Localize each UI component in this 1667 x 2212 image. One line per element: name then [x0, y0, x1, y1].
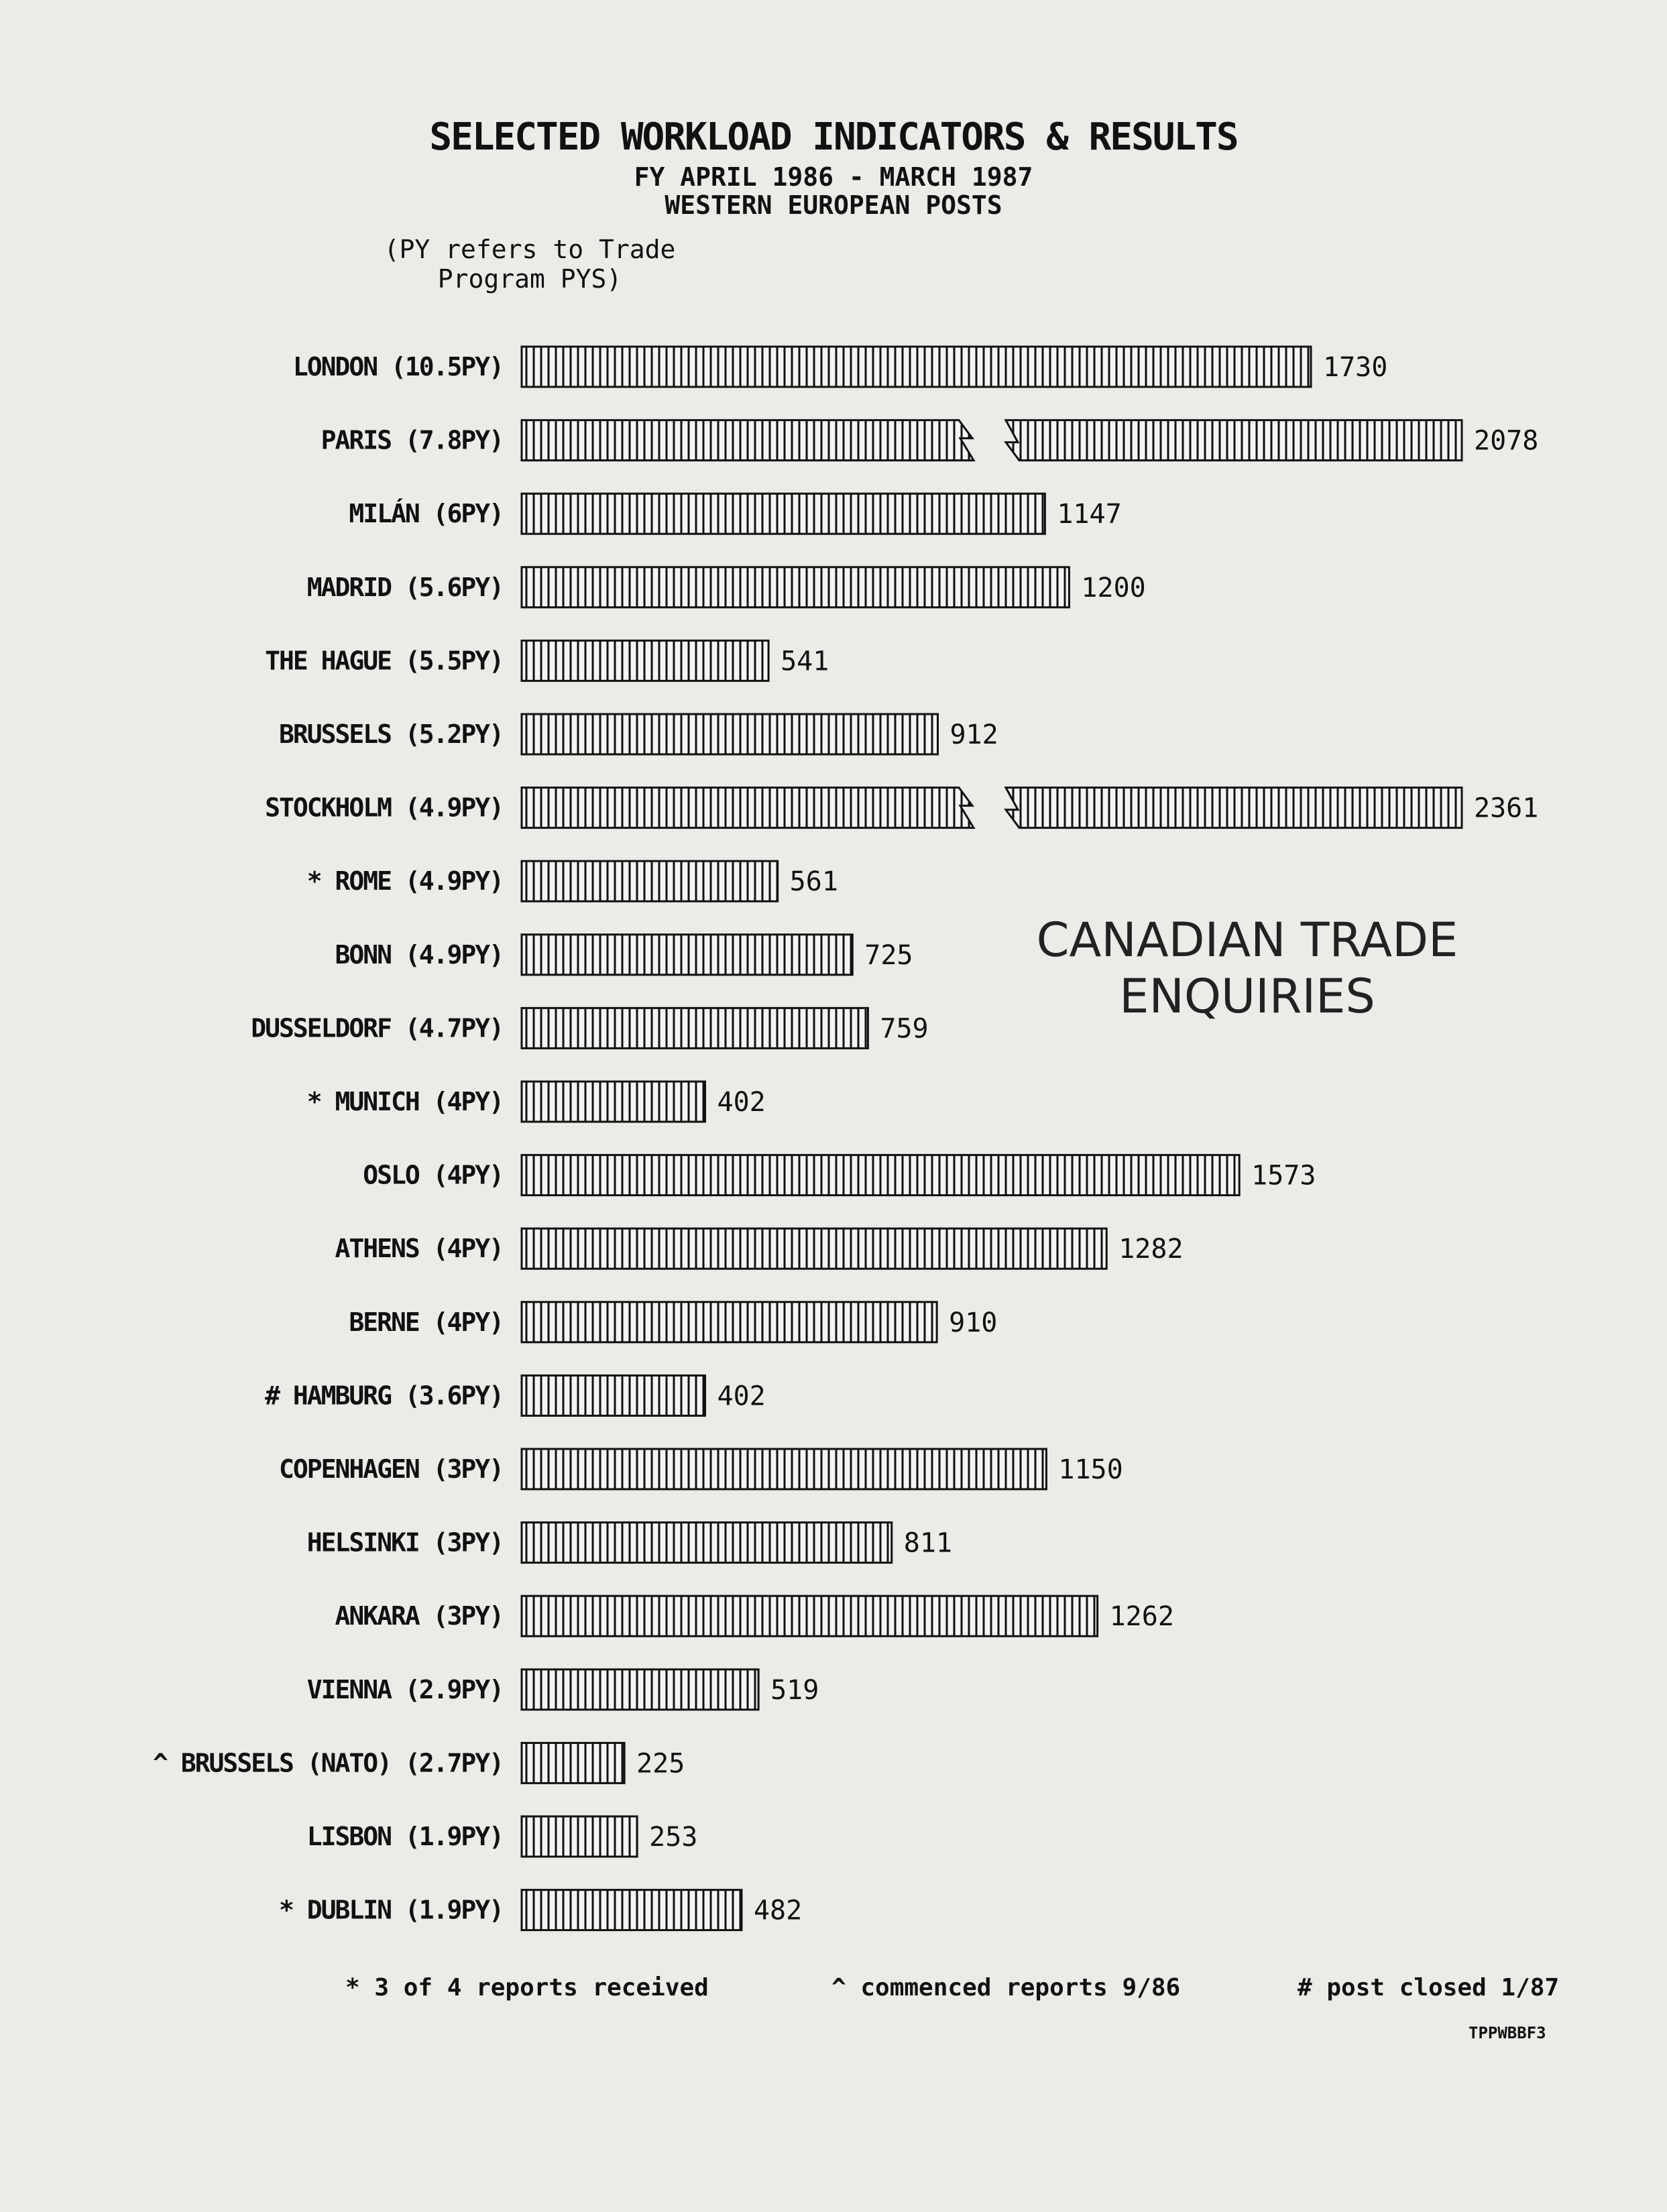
data-label: 1150	[1058, 1454, 1123, 1485]
bar	[522, 493, 1045, 534]
category-label: LISBON (1.9PY)	[306, 1822, 503, 1851]
bar	[522, 347, 1311, 387]
category-label: ^ BRUSSELS (NATO) (2.7PY)	[153, 1748, 503, 1778]
data-label: 1147	[1057, 499, 1122, 530]
data-label: 561	[789, 866, 838, 898]
bar	[522, 640, 768, 681]
category-label: HELSINKI (3PY)	[306, 1527, 503, 1558]
bar	[522, 1890, 742, 1930]
annotation-line-1: CANADIAN TRADE	[1036, 913, 1458, 968]
category-label: PARIS (7.8PY)	[321, 425, 503, 455]
category-label: ANKARA (3PY)	[335, 1601, 503, 1631]
bar-segment	[522, 420, 974, 461]
data-label: 402	[717, 1381, 766, 1412]
chart-title: SELECTED WORKLOAD INDICATORS & RESULTS	[429, 115, 1238, 159]
bar	[522, 1302, 937, 1342]
category-label: MADRID (5.6PY)	[306, 572, 503, 602]
data-label: 759	[880, 1013, 929, 1045]
category-label: * ROME (4.9PY)	[306, 866, 503, 896]
bar	[522, 1008, 868, 1048]
data-label: 725	[864, 939, 913, 971]
chart-subtitle-2: WESTERN EUROPEAN POSTS	[665, 190, 1002, 220]
data-label: 225	[636, 1748, 685, 1780]
bar	[522, 1449, 1046, 1489]
category-label: * MUNICH (4PY)	[306, 1087, 503, 1116]
bar	[522, 1523, 892, 1563]
data-label: 912	[950, 719, 998, 750]
annotation-text	[992, 912, 1502, 1025]
data-label: 811	[903, 1527, 953, 1559]
category-label: MILÁN (6PY)	[349, 499, 503, 529]
category-label: BRUSSELS (5.2PY)	[278, 719, 503, 749]
category-label: COPENHAGEN (3PY)	[278, 1454, 503, 1484]
bar	[522, 714, 937, 754]
bar	[522, 567, 1069, 607]
data-label: 519	[770, 1674, 819, 1706]
data-label: 402	[717, 1087, 766, 1118]
bar	[522, 1816, 637, 1857]
bar	[522, 1155, 1239, 1196]
bar-segment	[522, 788, 974, 828]
bar	[522, 1743, 624, 1783]
py-note: (PY refers to Trade Program PYS)	[384, 235, 676, 294]
bar	[522, 1596, 1098, 1636]
annotation-line-2: ENQUIRIES	[1119, 969, 1375, 1024]
bar	[522, 861, 778, 901]
footnote-caret: ^ commenced reports 9/86	[831, 1974, 1181, 2001]
data-label: 541	[781, 646, 829, 677]
category-label: * DUBLIN (1.9PY)	[278, 1895, 503, 1925]
data-label: 1200	[1081, 572, 1146, 603]
category-label: # HAMBURG (3.6PY)	[265, 1381, 503, 1411]
data-label: 1730	[1323, 352, 1388, 383]
data-label: 2361	[1474, 793, 1539, 824]
data-label: 2078	[1474, 425, 1539, 457]
data-label: 910	[949, 1307, 998, 1338]
category-label: THE HAGUE (5.5PY)	[265, 646, 503, 676]
data-label: 1262	[1109, 1601, 1174, 1633]
category-label: BERNE (4PY)	[349, 1307, 503, 1337]
category-label: DUSSELDORF (4.7PY)	[251, 1013, 503, 1043]
category-label: LONDON (10.5PY)	[292, 352, 503, 382]
category-label: OSLO (4PY)	[363, 1160, 503, 1190]
bar	[522, 1375, 705, 1415]
document-code: TPPWBBF3	[1469, 2024, 1546, 2042]
data-label: 253	[649, 1822, 698, 1853]
footnote-hash: # post closed 1/87	[1298, 1974, 1560, 2001]
category-label: STOCKHOLM (4.9PY)	[265, 793, 503, 823]
bar-segment	[1006, 788, 1462, 828]
data-label: 1282	[1118, 1234, 1184, 1265]
bar-segment	[1006, 420, 1462, 461]
chart-subtitle: FY APRIL 1986 - MARCH 1987	[634, 162, 1033, 192]
bar	[522, 935, 852, 975]
bar	[522, 1228, 1106, 1269]
category-label: VIENNA (2.9PY)	[306, 1674, 503, 1704]
bar	[522, 1082, 705, 1122]
bar	[522, 1670, 758, 1710]
category-label: ATHENS (4PY)	[335, 1234, 503, 1264]
category-label: BONN (4.9PY)	[335, 939, 503, 970]
data-label: 1573	[1251, 1160, 1316, 1191]
data-label: 482	[753, 1895, 803, 1926]
footnote-asterisk: * 3 of 4 reports received	[345, 1974, 709, 2001]
